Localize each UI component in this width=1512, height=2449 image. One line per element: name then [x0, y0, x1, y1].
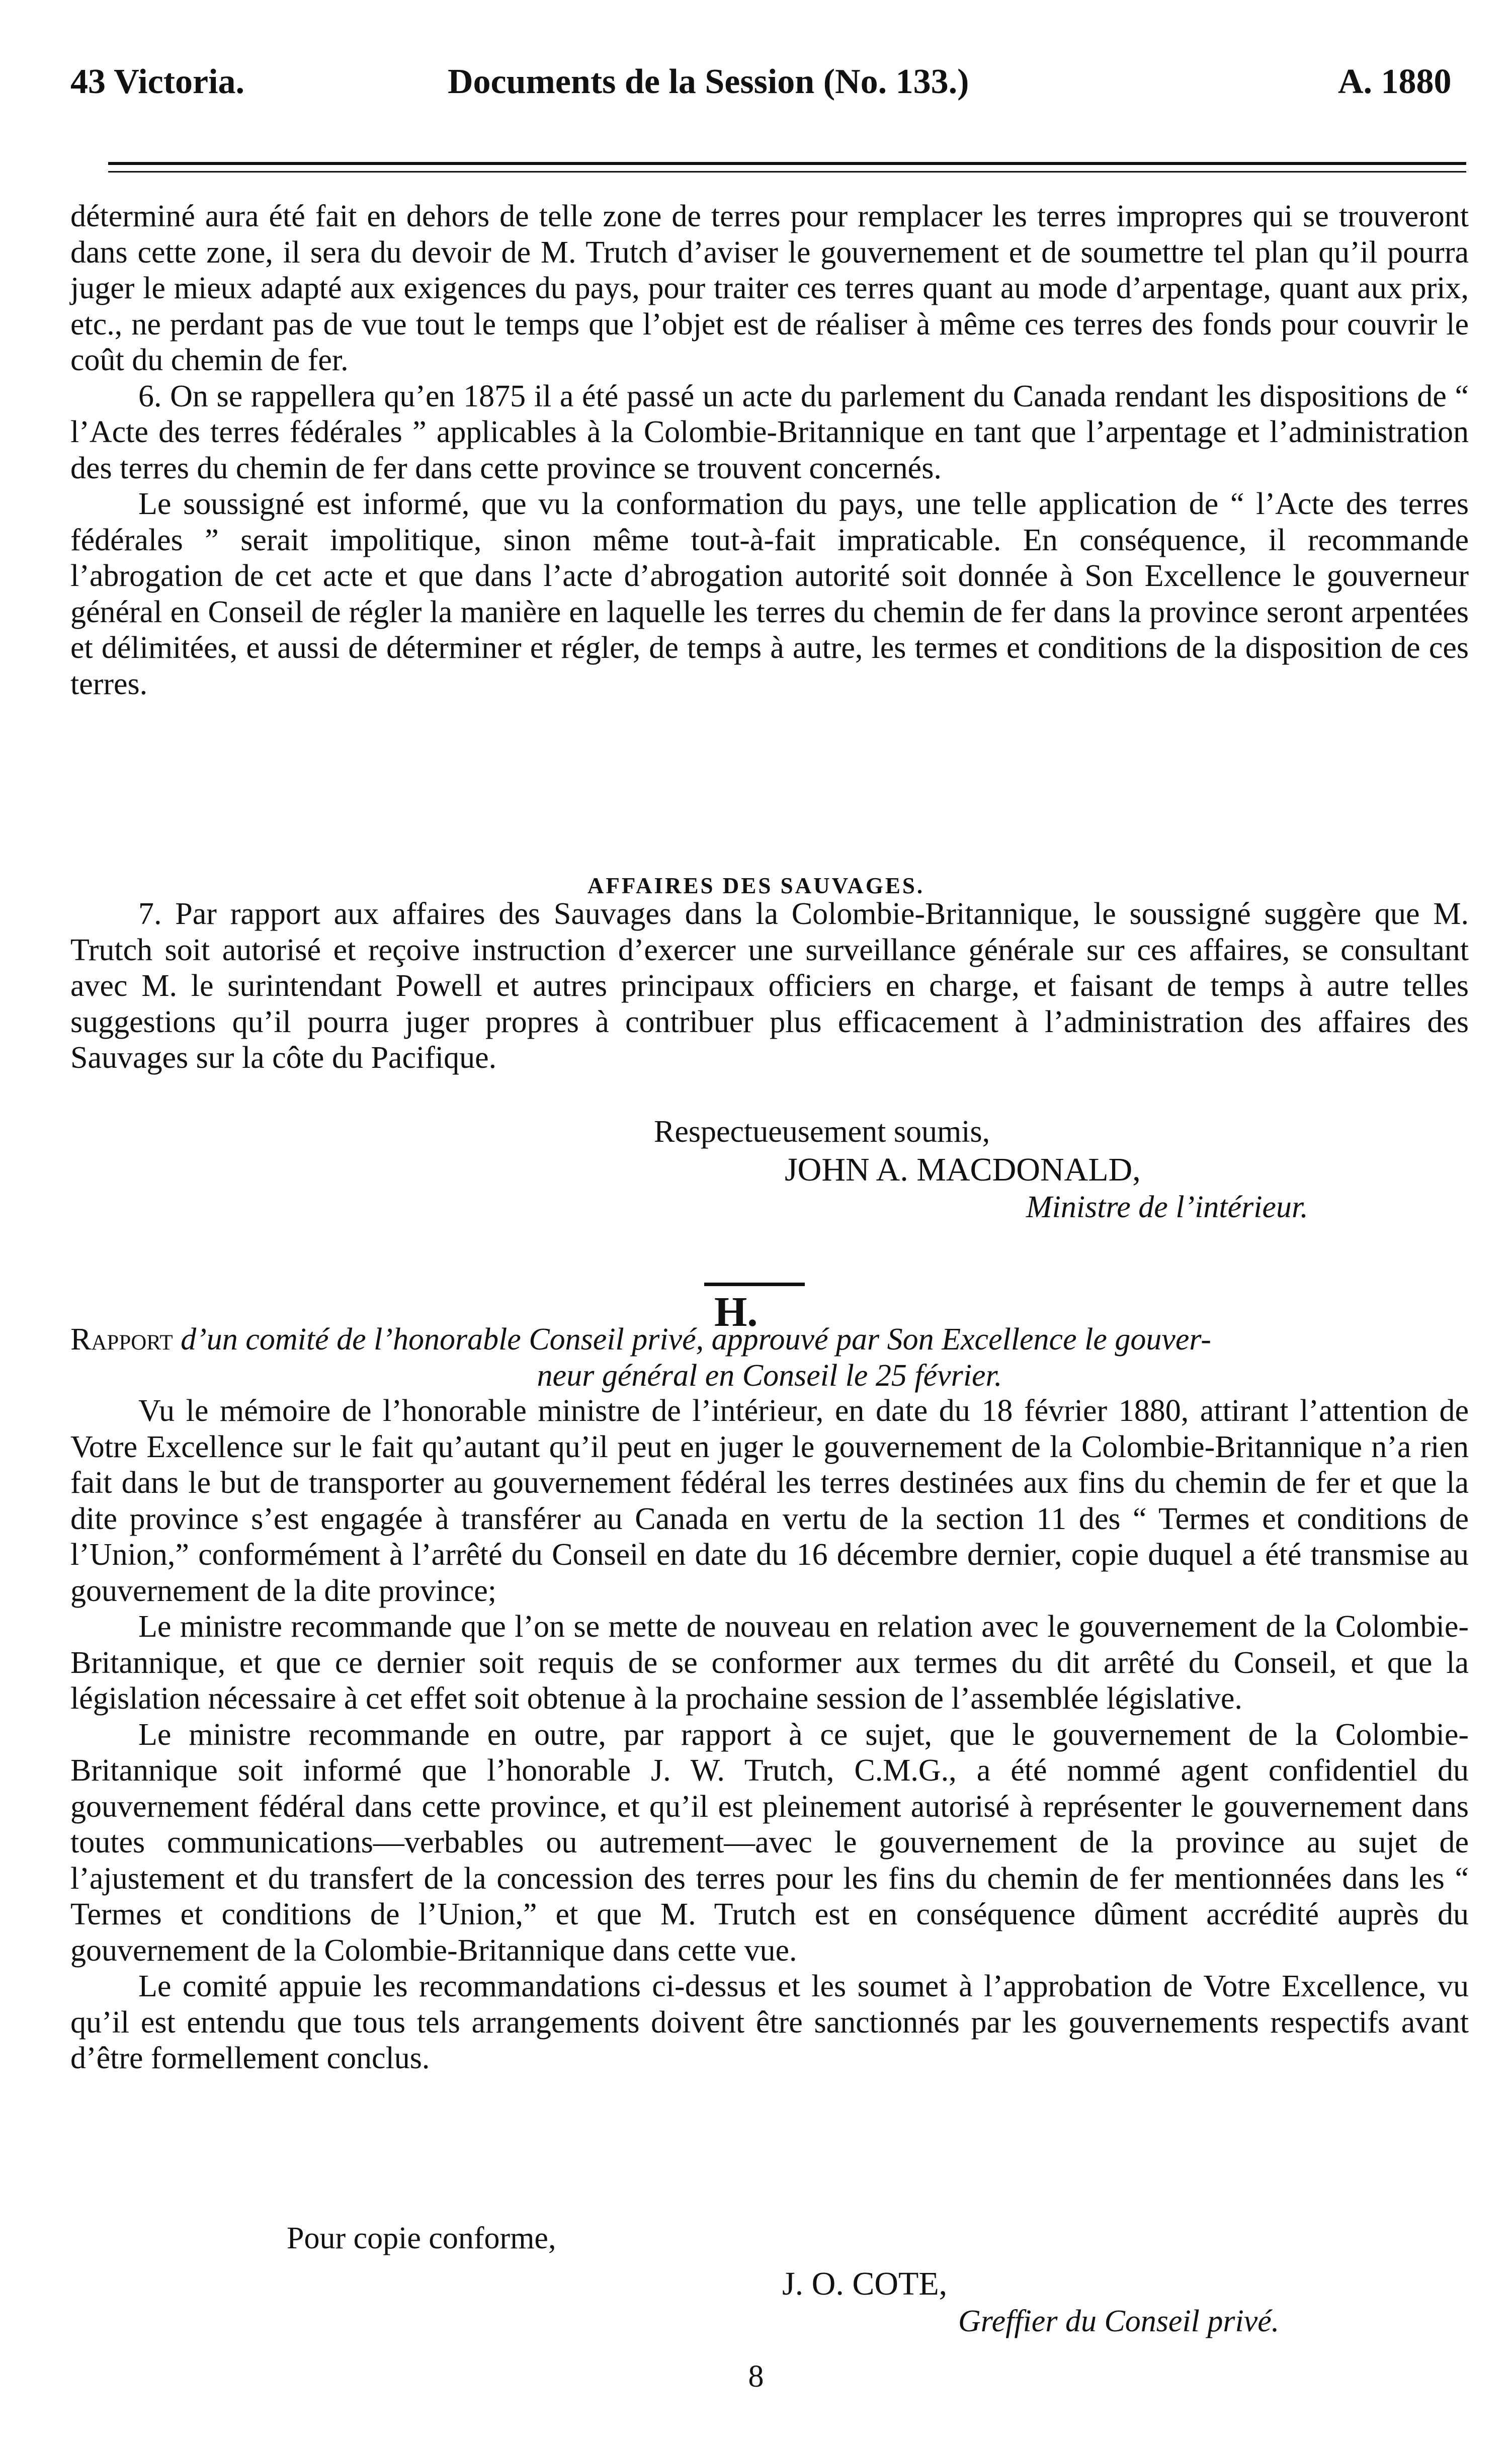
- header-center: Documents de la Session (No. 133.): [448, 62, 969, 101]
- header-right: A. 1880: [1338, 62, 1452, 101]
- signatory-name-cote: J. O. COTE,: [782, 2265, 948, 2302]
- body-upper: [70, 199, 1469, 702]
- page-number: 8: [748, 2359, 764, 2394]
- section-title-affaires-sauvages: AFFAIRES DES SAUVAGES.: [587, 873, 925, 898]
- paragraph-soussigne: Le soussigné est informé, que vu la conformation du pays, une telle application de “ l’Acte des terres fédérales ” serait impolitique, sinon même tout-à-fait impraticable. En conséquence, il recommande l’abrogation de cet acte et que dans l’acte d’abrogation autorité soit donnée à Son Excellence le gouverneur général en Conseil de régler la manière en laquelle les terres du chemin de fer dans la province seront arpentées et délimitées, et aussi de déterminer et régler, de temps à autre, les termes et conditions de la disposition de ces terres.: [70, 487, 1469, 701]
- paragraph-ministre-outre: Le ministre recommande en outre, par rapport à ce sujet, que le gouvernement de la Colombie-Britannique soit informé que l’honorable J. W. Trutch, C.M.G., a été nommé agent confidentiel du gouvernement fédéral dans cette province, et qu’il est pleinement autorisé à représenter le gouvernement dans toutes communications—verbables ou autrement—avec le gouvernement de la province au sujet de l’ajustement et du transfert de la concession des terres pour les fins du chemin de fer mentionnées dans les “ Termes et conditions de l’Union,” et que M. Trutch est en conséquence dûment accrédité auprès du gouvernement de la Colombie-Britannique dans cette vue.: [70, 1717, 1469, 1968]
- paragraph-continuation: déterminé aura été fait en dehors de telle zone de terres pour remplacer les terres impropres qui se trouveront dans cette zone, il sera du devoir de M. Trutch d’aviser le gouvernement et de soumettre tel plan qu’il pourra juger le mieux adapté aux exigences du pays, pour traiter ces terres quant au mode d’arpentage, quant aux prix, etc., ne perdant pas de vue tout le temps que l’objet est de réaliser à même ces terres des fonds pour couvrir le coût du chemin de fer.: [70, 199, 1469, 377]
- closing-respectueusement: Respectueusement soumis,: [654, 1115, 990, 1149]
- rapport-heading-line2: neur général en Conseil le 25 février.: [537, 1358, 1002, 1393]
- rapport-heading: [70, 1322, 1469, 1394]
- section-h-letter: H.: [714, 1289, 758, 1335]
- signatory-title-greffier: Greffier du Conseil privé.: [958, 2304, 1280, 2338]
- rapport-heading-text: d’un comité de l’honorable Conseil privé, approuvé par Son Excellence le gouver-: [181, 1322, 1211, 1357]
- paragraph-vu-le-memoire: Vu le mémoire de l’honorable ministre de l’intérieur, en date du 18 février 1880, attirant l’attention de Votre Excellence sur le fait qu’autant qu’il peut en juger le gouvernement de la Colombie-Britannique n’a rien fait dans le but de transporter au gouvernement fédéral les terres destinées aux fins du chemin de fer et que la dite province s’est engagée à transférer au Canada en vertu de la section 11 des “ Termes et conditions de l’Union,” conformément à l’arrêté du Conseil en date du 16 décembre dernier, copie duquel a été transmise au gouvernement de la dite province;: [70, 1394, 1469, 1608]
- header-rule-thin: [108, 171, 1466, 173]
- paragraph-6: 6. On se rappellera qu’en 1875 il a été passé un acte du parlement du Canada rendant les dispositions de “ l’Acte des terres fédérales ” applicables à la Colombie-Britannique en tant que l’arpentage et l’administration des terres du chemin de fer dans cette province se trouvent concernés.: [70, 379, 1469, 485]
- section-h-divider: [704, 1283, 805, 1286]
- header-left: 43 Victoria.: [70, 62, 245, 101]
- paragraph-7: 7. Par rapport aux affaires des Sauvages dans la Colombie-Britannique, le soussigné suggère que M. Trutch soit autorisé et reçoive instruction d’exercer une surveillance générale sur ces affaires, se consultant avec M. le surintendant Powell et autres principaux officiers en charge, et faisant de temps à autre telles suggestions qu’il pourra juger propres à contribuer plus efficacement à l’administration des affaires des Sauvages sur la côte du Pacifique.: [70, 897, 1469, 1075]
- paragraph-comite-appuie: Le comité appuie les recommandations ci-dessus et les soumet à l’approbation de Votre Excellence, vu qu’il est entendu que tous tels arrangements doivent être sanctionnés par les gouvernements respectifs avant d’être formellement conclus.: [70, 1969, 1469, 2075]
- body-section-h: [70, 1393, 1469, 2077]
- signatory-name-macdonald: JOHN A. MACDONALD,: [785, 1151, 1141, 1188]
- body-section-7: [70, 896, 1469, 1076]
- copy-conforme-note: Pour copie conforme,: [287, 2221, 556, 2255]
- signatory-title-ministre: Ministre de l’intérieur.: [1026, 1190, 1308, 1224]
- rapport-label: Rapport: [70, 1322, 173, 1357]
- paragraph-ministre-recommande: Le ministre recommande que l’on se mette de nouveau en relation avec le gouvernement de la Colombie-Britannique, et que ce dernier soit requis de se conformer aux termes du dit arrêté du Conseil, et que la législation nécessaire à cet effet soit obtenue à la prochaine session de l’assemblée législative.: [70, 1610, 1469, 1716]
- rapport-heading-line1: [70, 1322, 1469, 1358]
- header-rule-thick: [108, 162, 1466, 165]
